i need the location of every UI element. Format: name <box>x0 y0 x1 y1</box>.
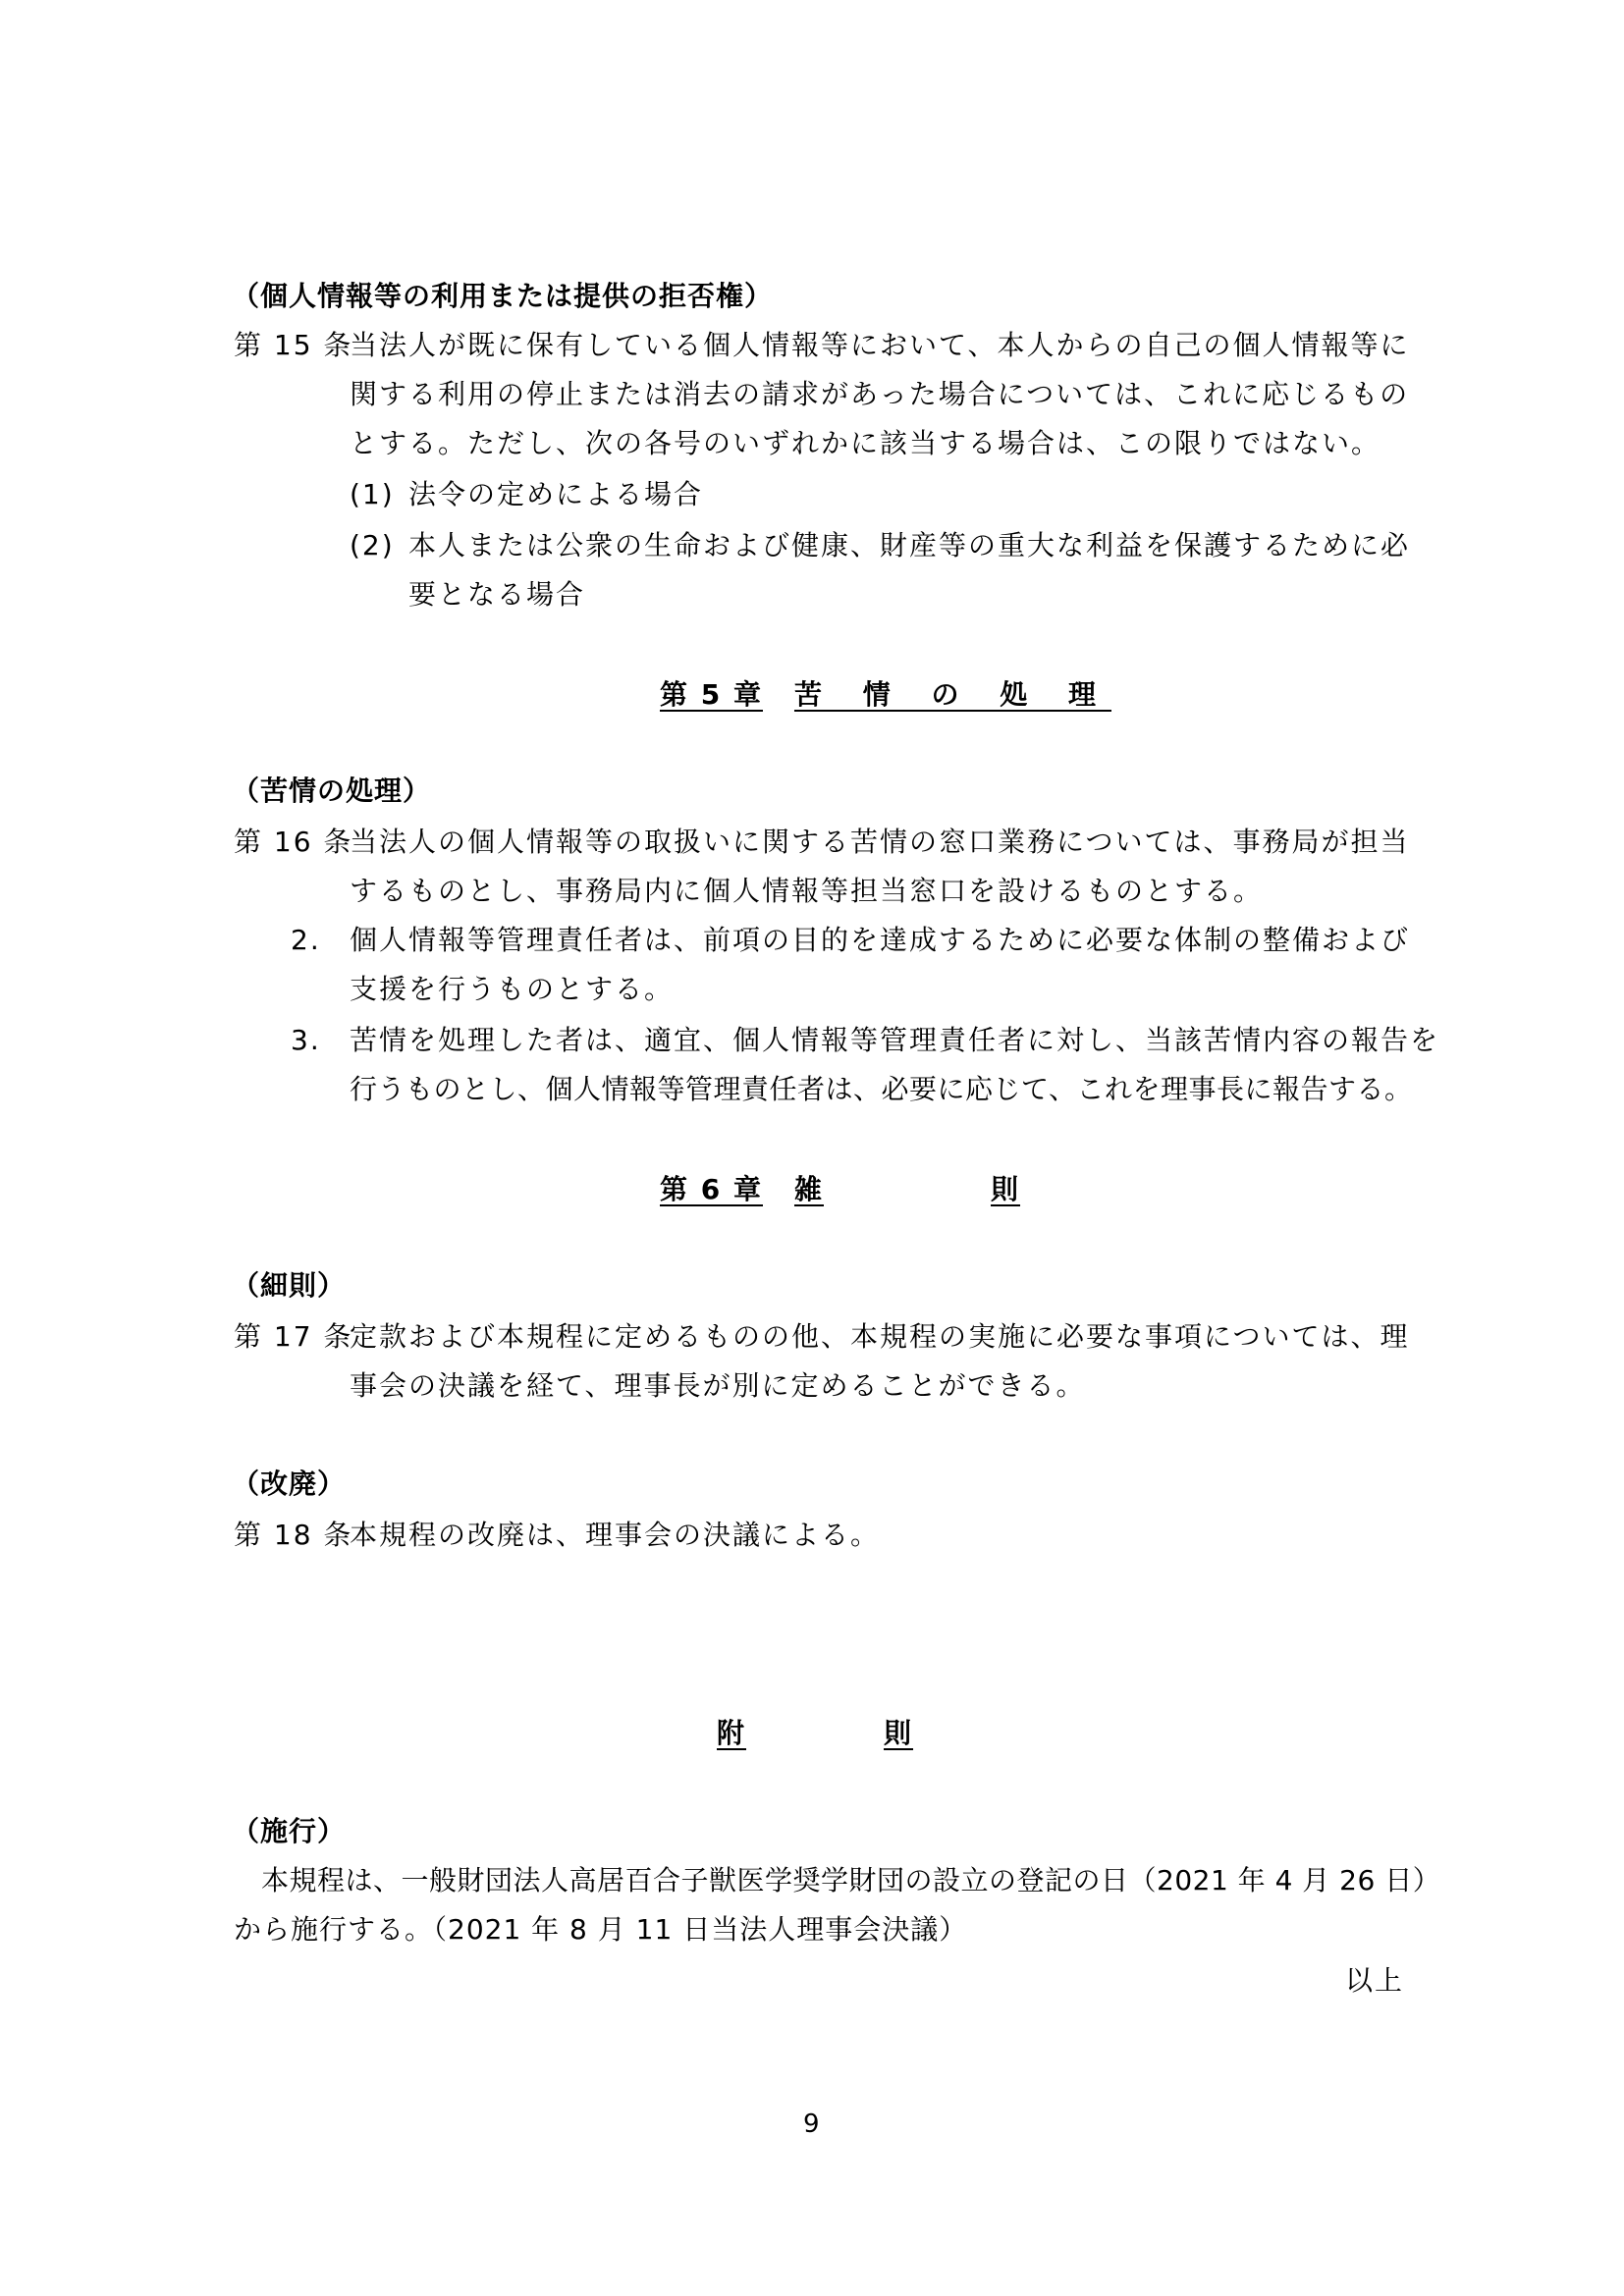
chapter-6-label: 第 6 章 <box>660 1173 763 1205</box>
article-17-text-2: 事会の決議を経て、理事長が別に定めることができる。 <box>350 1369 1086 1402</box>
article-18-heading: （改廃） <box>232 1468 347 1500</box>
article-15-text-1: 当法人が既に保有している個人情報等において、本人からの自己の個人情報等に <box>350 329 1410 361</box>
article-15-number: 第 15 条 <box>234 329 353 361</box>
chapter-5-label: 第 5 章 <box>660 678 763 711</box>
item-2-number: (2) <box>350 529 395 561</box>
chapter-6-name-a: 雑 <box>793 1173 824 1205</box>
item-2-text-2: 要となる場合 <box>408 578 586 611</box>
article-15-text-3: とする。ただし、次の各号のいずれかに該当する場合は、この限りではない。 <box>350 427 1381 459</box>
article-15-item-2 <box>350 526 1410 565</box>
para-3-number: 3. <box>291 1024 321 1056</box>
para-2-text-2: 支援を行うものとする。 <box>350 973 675 1005</box>
article-18-text: 本規程の改廃は、理事会の決議による。 <box>350 1519 881 1551</box>
article-18-number: 第 18 条 <box>234 1519 353 1551</box>
article-15-item-1 <box>350 475 703 514</box>
article-16-para-3 <box>291 1021 1439 1060</box>
article-16-heading: （苦情の処理） <box>232 774 432 807</box>
item-2-text-1: 本人または公衆の生命および健康、財産等の重大な利益を保護するために必 <box>408 529 1411 561</box>
supplementary-title-a: 附 <box>717 1717 747 1749</box>
supplementary-title-b: 則 <box>884 1717 914 1749</box>
para-3-text-2: 行うものとし、個人情報等管理責任者は、必要に応じて、これを理事長に報告する。 <box>350 1073 1413 1105</box>
article-16-text-1: 当法人の個人情報等の取扱いに関する苦情の窓口業務については、事務局が担当 <box>350 826 1410 858</box>
article-17-line-1 <box>234 1317 1409 1357</box>
para-2-number: 2. <box>291 924 321 956</box>
article-17-heading: （細則） <box>232 1269 347 1302</box>
supplementary-text-1: 本規程は、一般財団法人高居百合子獣医学奨学財団の設立の登記の日（2021 年 4 月 26 日） <box>261 1864 1441 1896</box>
chapter-6-title <box>660 1170 1020 1209</box>
chapter-5-name: 苦 情 の 処 理 <box>793 678 1111 711</box>
supplementary-text-2: から施行する。（2021 年 8 月 11 日当法人理事会決議） <box>234 1913 968 1946</box>
article-15-text-2: 関する利用の停止または消去の請求があった場合については、これに応じるもの <box>350 378 1410 410</box>
chapter-5-title <box>660 675 1111 715</box>
article-15-heading: （個人情報等の利用または提供の拒否権） <box>232 280 774 312</box>
para-3-text-1: 苦情を処理した者は、適宜、個人情報等管理責任者に対し、当該苦情内容の報告を <box>350 1024 1440 1056</box>
supplementary-title <box>717 1714 913 1753</box>
article-18-line <box>234 1516 880 1555</box>
article-15-line-1 <box>234 326 1409 365</box>
item-1-text: 法令の定めによる場合 <box>408 478 704 510</box>
article-16-text-2: するものとし、事務局内に個人情報等担当窓口を設けるものとする。 <box>350 875 1264 907</box>
chapter-6-name-b: 則 <box>991 1173 1021 1205</box>
item-1-number: (1) <box>350 478 395 510</box>
closing-text: 以上 <box>1345 1964 1405 1997</box>
article-17-number: 第 17 条 <box>234 1320 353 1353</box>
article-16-para-2 <box>291 921 1410 960</box>
para-2-text-1: 個人情報等管理責任者は、前項の目的を達成するために必要な体制の整備および <box>350 924 1411 956</box>
article-16-line-1 <box>234 823 1409 862</box>
supplementary-heading: （施行） <box>232 1815 347 1847</box>
article-16-number: 第 16 条 <box>234 826 353 858</box>
article-17-text-1: 定款および本規程に定めるものの他、本規程の実施に必要な事項については、理 <box>350 1320 1410 1353</box>
page-number: 9 <box>803 2109 820 2139</box>
